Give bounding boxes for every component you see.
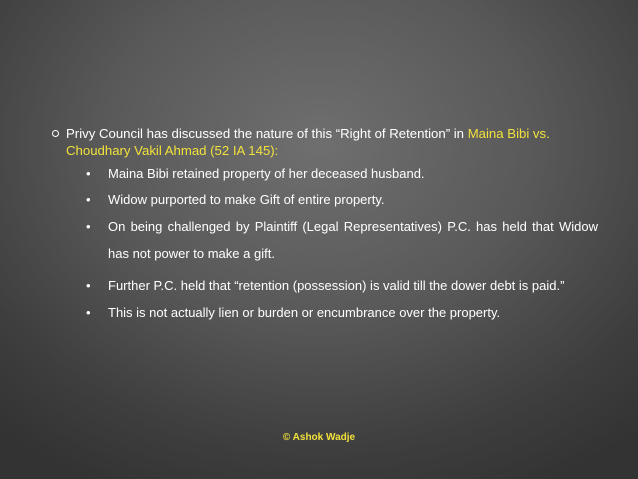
bullet-dot-icon: [86, 165, 91, 182]
sub-bullet-text: Maina Bibi retained property of her deceased husband.: [108, 166, 425, 181]
main-bullet-point: [46, 125, 606, 159]
sub-bullet-text: On being challenged by Plaintiff (Legal Representatives) P.C. has held that Widow has not power to make a gift.: [108, 219, 598, 261]
sub-bullet-item: [84, 213, 598, 267]
bullet-dot-icon: [86, 191, 91, 208]
bullet-dot-icon: [86, 272, 91, 299]
sub-bullet-item: [84, 191, 598, 208]
sub-bullet-text: Further P.C. held that “retention (possession) is valid till the dower debt is paid.”: [108, 278, 565, 293]
sub-bullet-text: This is not actually lien or burden or encumbrance over the property.: [108, 305, 501, 320]
bullet-dot-icon: [86, 304, 91, 321]
main-point-text-white: Privy Council has discussed the nature of this “Right of Retention” in: [66, 126, 468, 141]
sub-bullet-item: [84, 304, 598, 321]
bullet-dot-icon: [86, 213, 91, 240]
sub-bullet-list: [84, 165, 598, 321]
circle-bullet-icon: [52, 130, 59, 137]
sub-bullet-item: [84, 272, 598, 299]
sub-bullet-text: Widow purported to make Gift of entire property.: [108, 192, 385, 207]
case-citation: Maina Bibi vs. Choudhary Vakil Ahmad (52 IA 145):: [66, 126, 550, 158]
main-point-text: [66, 125, 606, 159]
copyright-footer: © Ashok Wadje: [282, 432, 356, 443]
sub-bullet-item: [84, 165, 598, 182]
